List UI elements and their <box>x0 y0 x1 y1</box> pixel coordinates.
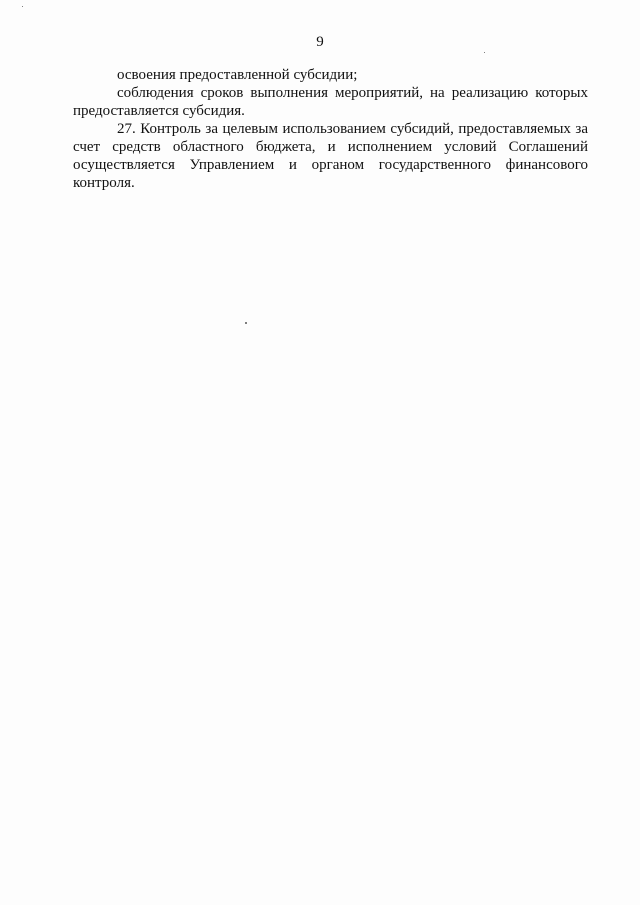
scan-speck <box>484 52 485 53</box>
document-body <box>73 66 588 192</box>
scan-speck <box>22 6 23 7</box>
scan-speck <box>245 322 247 324</box>
page-number: 9 <box>316 34 324 50</box>
paragraph-control-27: 27. Контроль за целевым использованием субсидий, предоставляемых за счет средств областного бюджета, и исполнением условий Соглашений осуществляется Управлением и органом государственного финансового контроля. <box>73 121 588 191</box>
paragraph-deadlines: соблюдения сроков выполнения мероприятий, на реализацию которых предоставляется субсидия. <box>73 85 588 119</box>
paragraph-subsidy-use: освоения предоставленной субсидии; <box>117 67 358 83</box>
